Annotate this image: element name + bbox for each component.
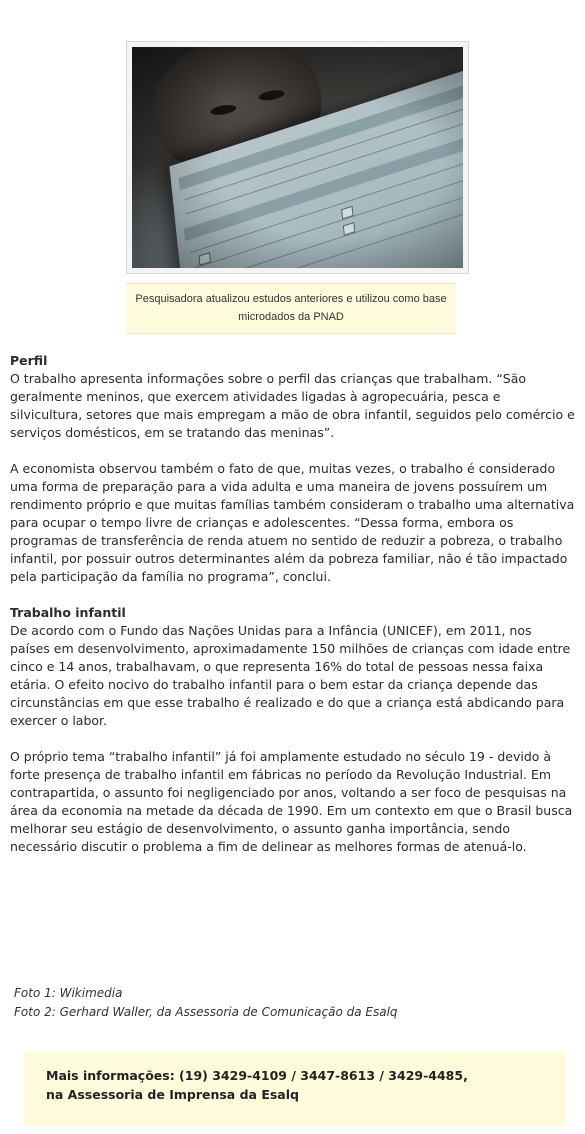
photo-frame [126, 41, 469, 274]
article-photo [132, 47, 463, 268]
photo-credit-2: Foto 2: Gerhard Waller, da Assessoria de Comunicação da Esalq [14, 1005, 398, 1019]
photo-vignette [132, 47, 463, 268]
paragraph: O trabalho apresenta informações sobre o perfil das crianças que trabalham. “São geralmente meninos, que exercem atividades ligadas à agropecuária, pesca e silvicultura, setores que mais empregam a mão de obra infantil, seguidos pelo comércio e serviços domésticos, em se tratando das meninas”. [10, 371, 575, 440]
photo-credit-1: Foto 1: Wikimedia [14, 986, 123, 1000]
paragraph: A economista observou também o fato de que, muitas vezes, o trabalho é considerado uma forma de preparação para a vida adulta e uma maneira de jovens possuírem um rendimento próprio e que muitas famílias também consideram o trabalho uma alternativa para ocupar o tempo livre de crianças e adolescentes. “Dessa forma, embora os programas de transferência de renda atuem no sentido de reduzir a pobreza, o trabalho infantil, por possuir outros determinantes além da pobreza familiar, não é tão impactado pela participação da família no programa”, conclui. [10, 461, 575, 584]
contact-info-box [24, 1052, 565, 1126]
article-figure [126, 41, 469, 334]
section-heading-trabalho-infantil: Trabalho infantil [10, 605, 126, 620]
paragraph: O próprio tema “trabalho infantil” já foi amplamente estudado no século 19 - devido à forte presença de trabalho infantil em fábricas no período da Revolução Industrial. Em contrapartida, o assunto foi negligenciado por anos, voltando a ser foco de pesquisas na área da economia na metade da década de 1990. Em um contexto em que o Brasil busca melhorar seu estágio de desenvolvimento, o assunto ganha importância, sendo necessário discutir o problema a fim de delinear as melhores formas de atenuá-lo. [10, 749, 573, 854]
photo-caption: Pesquisadora atualizou estudos anteriores e utilizou como base microdados da PNAD [126, 283, 456, 334]
paragraph: De acordo com o Fundo das Nações Unidas para a Infância (UNICEF), em 2011, nos países em desenvolvimento, aproximadamente 150 milhões de crianças com idade entre cinco e 14 anos, trabalhavam, o que representa 16% do total de pessoas nessa faixa etária. O efeito nocivo do trabalho infantil para o bem estar da criança depende das circunstâncias em que esse trabalho é realizado e do que a criança está abdicando para exercer o labor. [10, 623, 571, 728]
section-heading-perfil: Perfil [10, 353, 48, 368]
contact-info-line-2: na Assessoria de Imprensa da Esalq [46, 1087, 299, 1102]
photo-credits [14, 984, 398, 1022]
contact-info-text [46, 1066, 556, 1104]
article-body [10, 352, 575, 874]
contact-info-line-1: Mais informações: (19) 3429-4109 / 3447-8613 / 3429-4485, [46, 1068, 468, 1083]
